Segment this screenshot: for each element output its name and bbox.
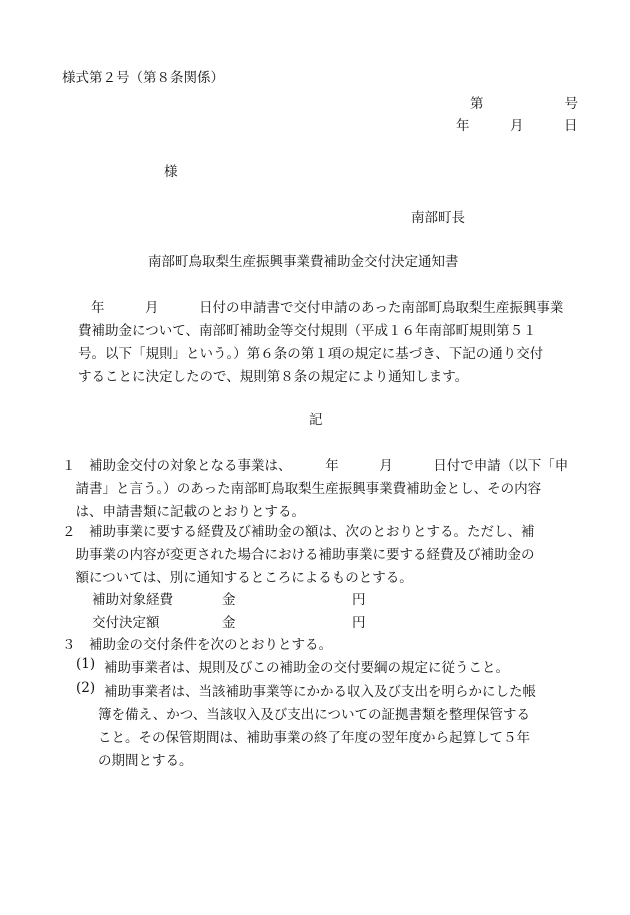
sender-name: 南部町長 bbox=[411, 210, 465, 226]
item-line: １ 補助金交付の対象となる事業は、 年 月 日付で申請（以下「申 bbox=[62, 458, 569, 474]
sub-item-line: の期間とする。 bbox=[98, 753, 193, 769]
form-label: 様式第２号（第８条関係） bbox=[62, 70, 224, 86]
item-3: ３ 補助金の交付条件を次のとおりとする。 bbox=[62, 637, 332, 653]
amount-label: 補助対象経費 bbox=[92, 592, 173, 608]
body-line: 号。以下「規則」という。）第６条の第１項の規定に基づき、下記の通り交付 bbox=[78, 346, 544, 362]
item-line: 請書」と言う。）のあった南部町鳥取梨生産振興事業費補助金とし、その内容 bbox=[62, 481, 542, 497]
amount-kin: 金 bbox=[222, 615, 236, 631]
item-line: ２ 補助事業に要する経費及び補助金の額は、次のとおりとする。ただし、補 bbox=[62, 524, 535, 540]
item-line: は、申請書類に記載のとおりとする。 bbox=[62, 504, 305, 520]
document-title: 南部町鳥取梨生産振興事業費補助金交付決定通知書 bbox=[148, 254, 459, 270]
sub-item-line: 簿を備え、かつ、当該収入及び支出についての証拠書類を整理保管する bbox=[98, 707, 530, 723]
document-number: 第 号 bbox=[470, 96, 578, 112]
addressee-suffix: 様 bbox=[164, 164, 178, 180]
item-line: 額については、別に通知するところによるものとする。 bbox=[62, 570, 413, 586]
sub-item-line: こと。その保管期間は、補助事業の終了年度の翌年度から起算して５年 bbox=[98, 730, 530, 746]
issue-date: 年 月 日 bbox=[456, 118, 578, 134]
sub-item-number: (1) bbox=[76, 656, 96, 672]
body-line: 費補助金について、南部町補助金等交付規則（平成１６年南部町規則第５１ bbox=[78, 323, 537, 339]
body-line: することに決定したので、規則第８条の規定により通知します。 bbox=[78, 369, 469, 385]
amount-yen: 円 bbox=[352, 615, 366, 631]
sub-item-line: 補助事業者は、規則及びこの補助金の交付要綱の規定に従うこと。 bbox=[104, 660, 509, 676]
sub-item-number: (2) bbox=[76, 680, 96, 696]
body-line: 年 月 日付の申請書で交付申請のあった南部町鳥取梨生産振興事業 bbox=[64, 300, 564, 316]
item-line: 助事業の内容が変更された場合における補助事業に要する経費及び補助金の bbox=[62, 547, 535, 563]
amount-kin: 金 bbox=[222, 592, 236, 608]
ki-heading: 記 bbox=[309, 412, 323, 428]
amount-yen: 円 bbox=[352, 592, 366, 608]
amount-label: 交付決定額 bbox=[92, 615, 160, 631]
sub-item-line: 補助事業者は、当該補助事業等にかかる収入及び支出を明らかにした帳 bbox=[104, 684, 536, 700]
